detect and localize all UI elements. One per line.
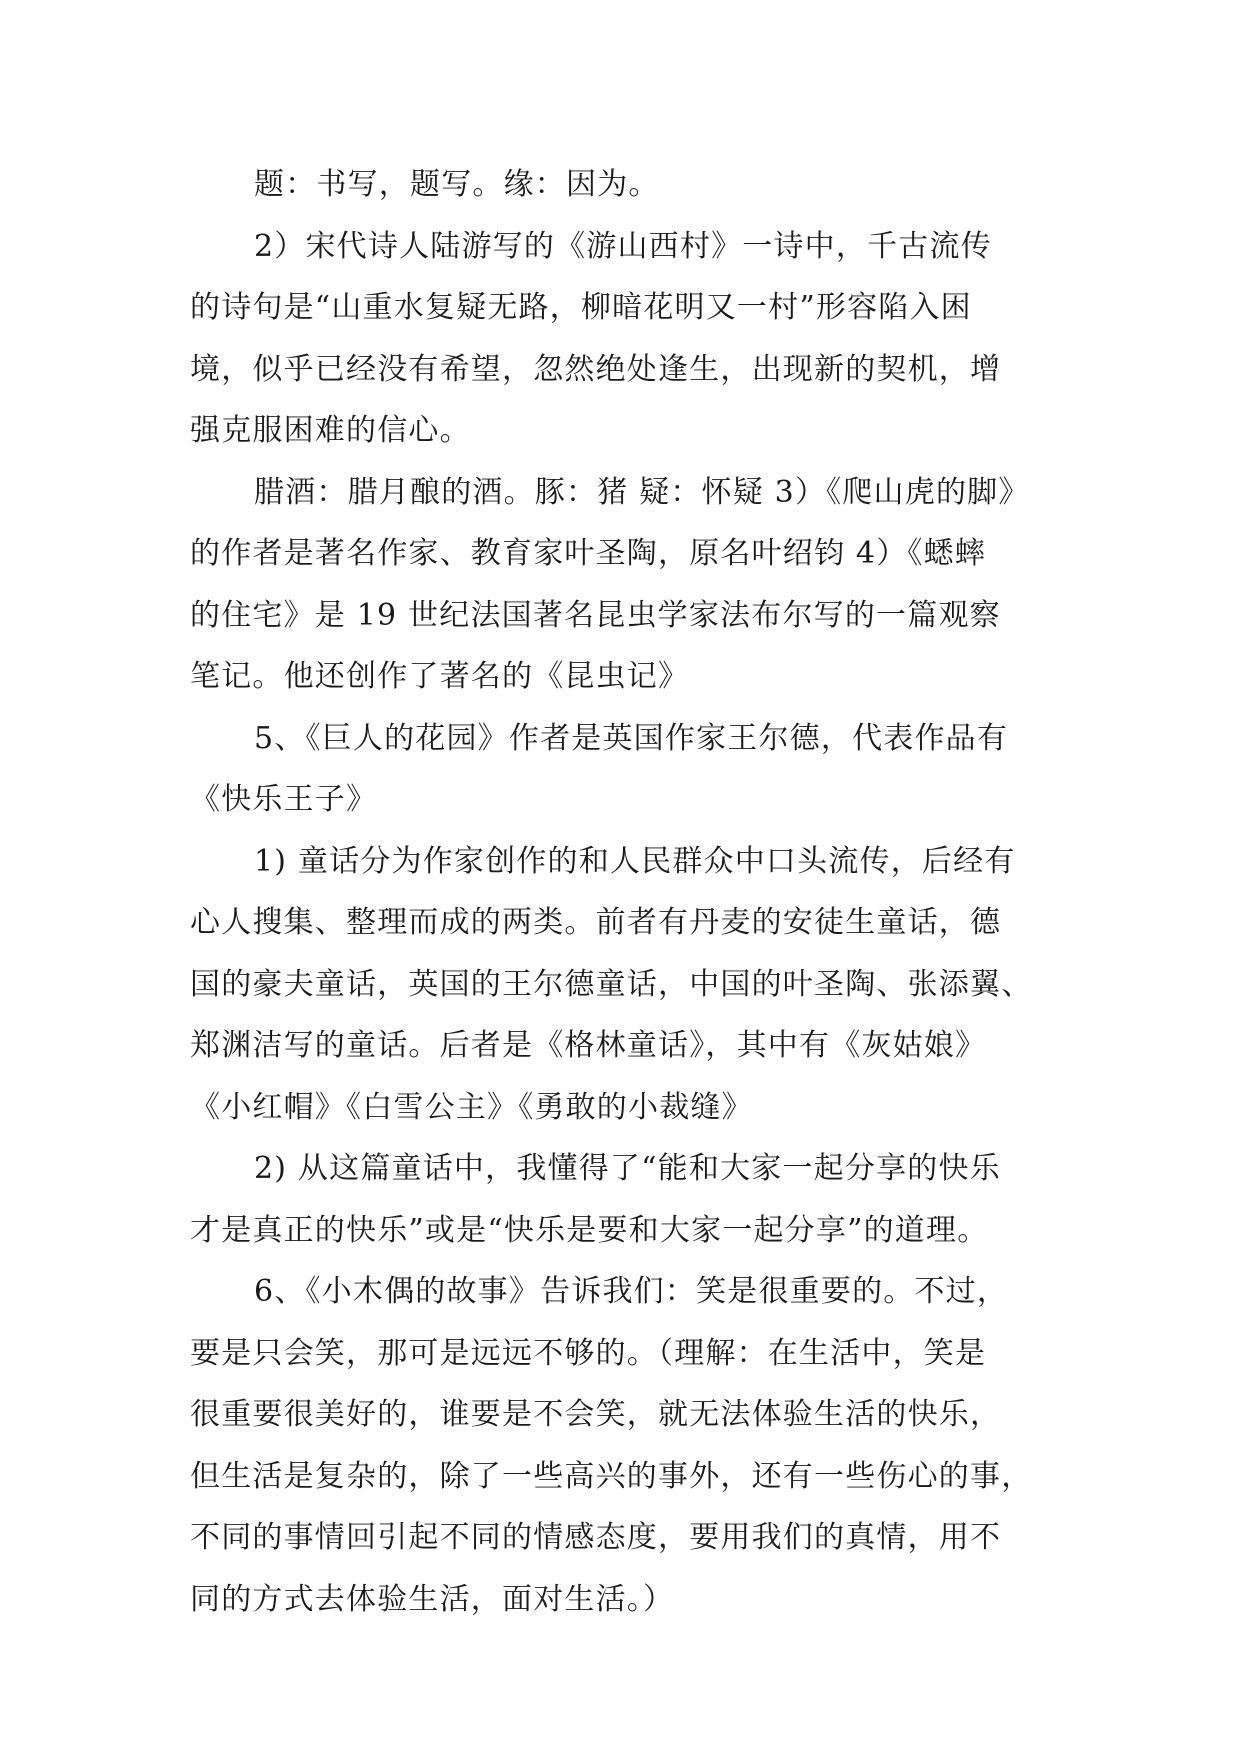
text-line: 不同的事情回引起不同的情感态度，要用我们的真情，用不 [190, 1520, 1002, 1555]
document-body [190, 154, 1060, 1630]
text-line: 的作者是著名作家、教育家叶圣陶，原名叶绍钧 4）《蟋蟀 [190, 536, 987, 571]
text-line: 强克服困难的信心。 [190, 413, 471, 448]
text-line: 1) 童话分为作家创作的和人民群众中口头流传，后经有 [254, 843, 1016, 879]
text-line: 腊酒：腊月酿的酒。豚：猪 疑：怀疑 3）《爬山虎的脚》 [254, 474, 1030, 510]
text-line: 6、《小木偶的故事》告诉我们：笑是很重要的。不过， [254, 1274, 1009, 1309]
text-line: 的诗句是“山重水复疑无路，柳暗花明又一村”形容陷入困 [190, 290, 972, 325]
text-line: 国的豪夫童话，英国的王尔德童话，中国的叶圣陶、张添翼、 [190, 966, 1033, 1002]
text-line: 郑渊洁写的童话。后者是《格林童话》，其中有《灰姑娘》 [190, 1028, 987, 1063]
text-line: 2) 从这篇童话中，我懂得了“能和大家一起分享的快乐 [254, 1151, 1001, 1186]
text-line: 题：书写，题写。缘：因为。 [254, 167, 660, 202]
text-line: 心人搜集、整理而成的两类。前者有丹麦的安徒生童话，德 [190, 905, 1002, 940]
text-line: 5、《巨人的花园》作者是英国作家王尔德，代表作品有 [254, 720, 1009, 756]
text-line: 但生活是复杂的，除了一些高兴的事外，还有一些伤心的事， [190, 1458, 1033, 1494]
text-line: 很重要很美好的，谁要是不会笑，就无法体验生活的快乐， [190, 1397, 1002, 1432]
text-line: 《小红帽》《白雪公主》《勇敢的小裁缝》 [190, 1089, 753, 1125]
text-line: 境，似乎已经没有希望，忽然绝处逢生，出现新的契机，增 [190, 351, 1002, 387]
text-line: 才是真正的快乐”或是“快乐是要和大家一起分享”的道理。 [190, 1212, 989, 1248]
text-line: 同的方式去体验生活，面对生活。） [190, 1581, 675, 1617]
text-line: 2）宋代诗人陆游写的《游山西村》一诗中，千古流传 [254, 228, 992, 264]
text-line: 的住宅》是 19 世纪法国著名昆虫学家法布尔写的一篇观察 [190, 597, 1001, 633]
text-line: 笔记。他还创作了著名的《昆虫记》 [190, 659, 690, 694]
text-line: 要是只会笑，那可是远远不够的。（理解：在生活中，笑是 [190, 1335, 987, 1371]
text-line: 《快乐王子》 [190, 782, 378, 817]
